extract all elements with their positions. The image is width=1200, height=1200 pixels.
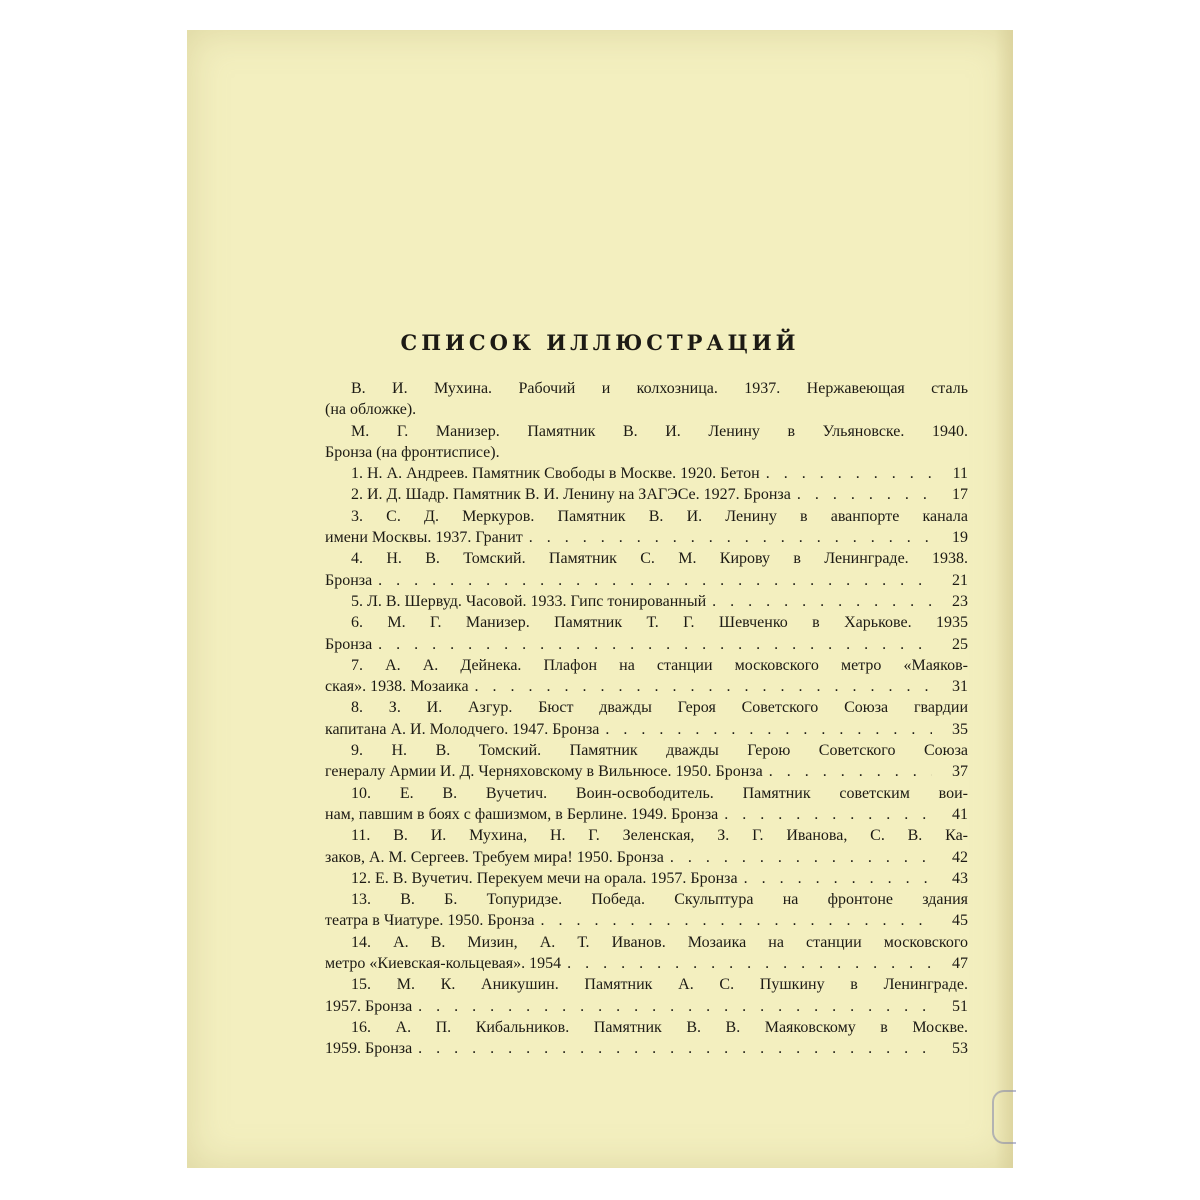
page-number: 35 — [952, 720, 968, 738]
entry-text: 14. А. В. Мизин, А. Т. Иванов. Мозаика на станции московского — [351, 933, 968, 951]
list-item — [325, 378, 968, 421]
entry-text: (на обложке). — [325, 401, 417, 419]
entry-text: 12. Е. В. Вучетич. Перекуем мечи на орала. 1957. Бронза — [351, 869, 738, 887]
page-number: 23 — [952, 592, 968, 610]
list-item — [325, 463, 968, 484]
book-page — [187, 30, 1013, 1168]
dot-leader — [670, 847, 932, 868]
entry-text: 9. Н. В. Томский. Памятник дважды Герою Советского Союза — [351, 742, 968, 760]
entry-text: ская». 1938. Мозаика — [325, 678, 469, 696]
entry-text: капитана А. И. Молодчего. 1947. Бронза — [325, 720, 600, 738]
entry-text: 13. В. Б. Топуридзе. Победа. Скульптура на фронтоне здания — [351, 891, 968, 909]
entry-text: 4. Н. В. Томский. Памятник С. М. Кирову в Ленинграде. 1938. — [351, 550, 968, 568]
page-number: 37 — [952, 763, 968, 781]
page-number: 17 — [952, 486, 968, 504]
list-item — [325, 889, 968, 932]
entry-text: Бронза (на фронтисписе). — [325, 443, 500, 461]
list-item — [325, 506, 968, 549]
dot-leader — [766, 463, 932, 484]
page-number: 19 — [952, 529, 968, 547]
list-item — [325, 421, 968, 464]
dot-leader — [744, 868, 932, 889]
entry-text: метро «Киевская-кольцевая». 1954 — [325, 955, 562, 973]
entry-text: 1. Н. А. Андреев. Памятник Свободы в Москве. 1920. Бетон — [351, 465, 760, 483]
entry-text: 10. Е. В. Вучетич. Воин-освободитель. Памятник советским вои- — [351, 784, 968, 802]
dot-leader — [378, 570, 932, 591]
entry-text: 3. С. Д. Меркуров. Памятник В. И. Ленину в аванпорте канала — [351, 507, 968, 525]
list-item — [325, 825, 968, 868]
entry-text: имени Москвы. 1937. Гранит — [325, 529, 523, 547]
page-number: 45 — [952, 912, 968, 930]
dot-leader — [769, 761, 932, 782]
dot-leader — [567, 953, 932, 974]
entry-text: 6. М. Г. Манизер. Памятник Т. Г. Шевченко в Харькове. 1935 — [351, 614, 968, 632]
entry-text: Бронза — [325, 571, 373, 589]
list-item — [325, 697, 968, 740]
entry-text: 1959. Бронза — [325, 1040, 413, 1058]
entry-text: В. И. Мухина. Рабочий и колхозница. 1937. Нержавеющая сталь — [351, 380, 968, 397]
dot-leader — [475, 676, 932, 697]
page-number: 43 — [952, 869, 968, 887]
illustration-list — [325, 378, 968, 1060]
dot-leader — [378, 634, 932, 655]
entry-text: 2. И. Д. Шадр. Памятник В. И. Ленину на ЗАГЭСе. 1927. Бронза — [351, 486, 791, 504]
dot-leader — [418, 996, 932, 1017]
list-item — [325, 591, 968, 612]
entry-text: 16. А. П. Кибальников. Памятник В. В. Маяковскому в Москве. — [351, 1018, 968, 1036]
page-number: 11 — [952, 465, 968, 483]
page-number: 25 — [952, 635, 968, 653]
library-stamp — [992, 1090, 1016, 1144]
dot-leader — [529, 527, 932, 548]
page-number: 51 — [952, 997, 968, 1015]
list-item — [325, 612, 968, 655]
entry-text: генералу Армии И. Д. Черняховскому в Вильнюсе. 1950. Бронза — [325, 763, 763, 781]
entry-text: нам, павшим в боях с фашизмом, в Берлине. 1949. Бронза — [325, 805, 719, 823]
entry-text: М. Г. Манизер. Памятник В. И. Ленину в Ульяновске. 1940. — [351, 422, 968, 440]
dot-leader — [418, 1038, 932, 1059]
list-item — [325, 932, 968, 975]
list-item — [325, 1017, 968, 1060]
list-item — [325, 974, 968, 1017]
list-item — [325, 484, 968, 505]
entry-text: 5. Л. В. Шервуд. Часовой. 1933. Гипс тонированный — [351, 592, 707, 610]
list-item — [325, 740, 968, 783]
list-item — [325, 868, 968, 889]
dot-leader — [605, 719, 932, 740]
entry-text: Бронза — [325, 635, 373, 653]
dot-leader — [541, 910, 932, 931]
page-number: 42 — [952, 848, 968, 866]
entry-text: заков, А. М. Сергеев. Требуем мира! 1950. Бронза — [325, 848, 664, 866]
entry-text: 11. В. И. Мухина, Н. Г. Зеленская, З. Г. Иванова, С. В. Ка- — [351, 827, 968, 845]
page-number: 41 — [952, 805, 968, 823]
page-number: 21 — [952, 571, 968, 589]
page-title: СПИСОК ИЛЛЮСТРАЦИЙ — [400, 330, 800, 355]
dot-leader — [797, 484, 932, 505]
page-number: 53 — [952, 1040, 968, 1058]
page-number: 47 — [952, 955, 968, 973]
entry-text: 7. А. А. Дейнека. Плафон на станции московского метро «Маяков- — [351, 656, 968, 674]
entry-text: театра в Чиатуре. 1950. Бронза — [325, 912, 535, 930]
list-item — [325, 783, 968, 826]
dot-leader — [712, 591, 932, 612]
entry-text: 8. З. И. Азгур. Бюст дважды Героя Советского Союза гвардии — [351, 699, 968, 717]
entry-text: 1957. Бронза — [325, 997, 413, 1015]
entry-text: 15. М. К. Аникушин. Памятник А. С. Пушкину в Ленинграде. — [351, 976, 968, 994]
list-item — [325, 548, 968, 591]
dot-leader — [724, 804, 932, 825]
list-item — [325, 655, 968, 698]
page-number: 31 — [952, 678, 968, 696]
